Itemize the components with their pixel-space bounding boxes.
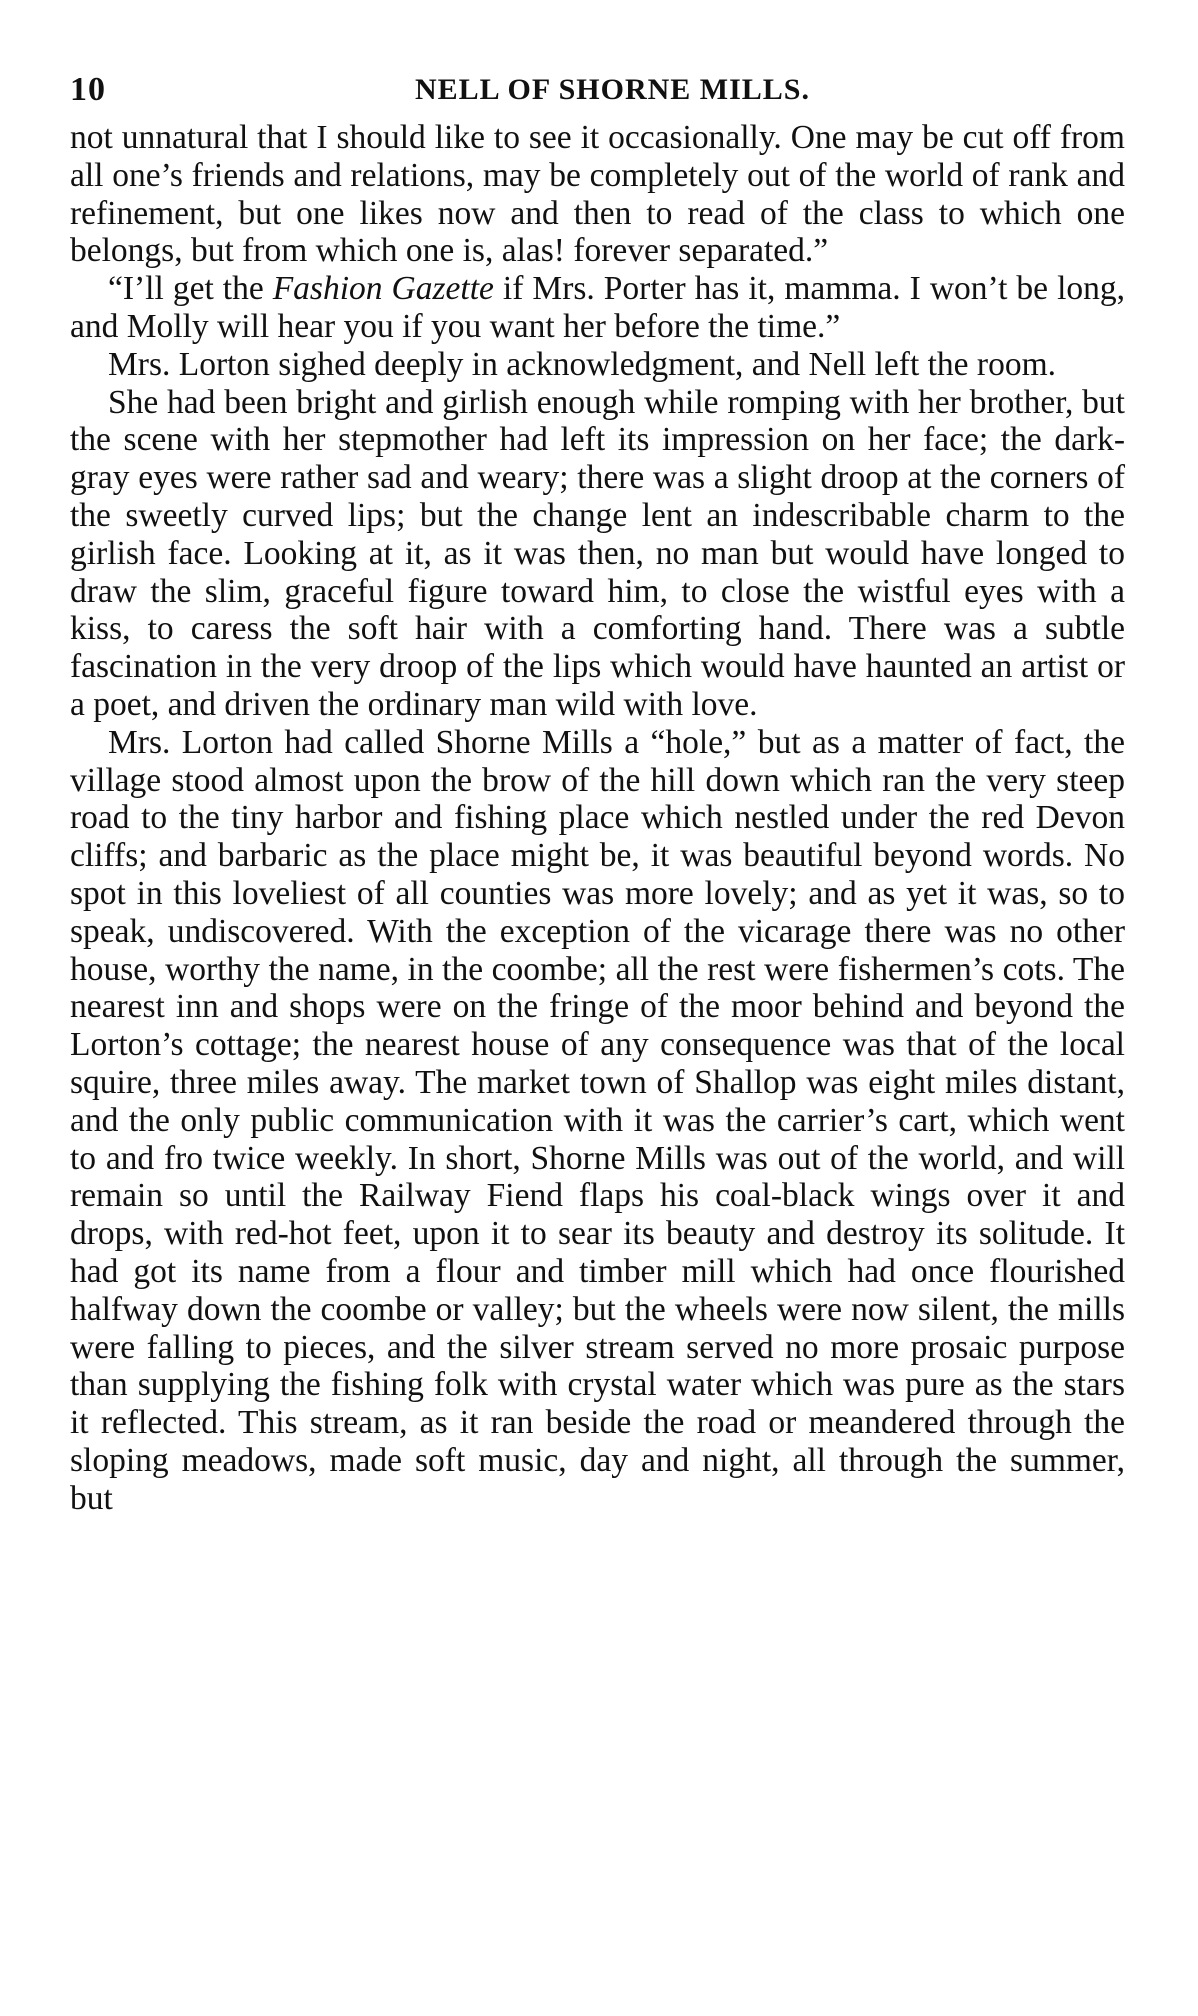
book-page — [70, 70, 1125, 1517]
paragraph-mrs-lorton-sighed: Mrs. Lorton sighed deeply in acknowledgment, and Nell left the room. — [108, 345, 1057, 383]
paragraph-nell-reply — [70, 270, 1125, 346]
magazine-title: Fashion Gazette — [272, 270, 494, 308]
running-head — [70, 70, 1125, 110]
running-title: NELL OF SHORNE MILLS. — [415, 73, 810, 106]
page-number: 10 — [70, 71, 106, 108]
paragraph-text-start: “I’ll get the — [108, 270, 273, 308]
paragraph-continuation: not unnatural that I should like to see it occasionally. One may be cut off from all one’s friends and relations, may be completely out of the world of rank and refinement, but one likes now and then to read of the class to which one belongs, but from which one is, alas! forever separated.” — [70, 119, 1125, 270]
paragraph-shorne-mills-description: Mrs. Lorton had called Shorne Mills a “hole,” but as a matter of fact, the village stood almost upon the brow of the hill down which ran the very steep road to the tiny harbor and fishing place which nestled under the red Devon cliffs; and barbaric as the place might be, it was beautiful beyond words. No spot in this loveliest of all counties was more lovely; and as yet it was, so to speak, undiscovered. With the exception of the vicarage there was no other house, worthy the name, in the coombe; all the rest were fishermen’s cots. The nearest inn and shops were on the fringe of the moor behind and beyond the Lorton’s cottage; the nearest house of any consequence was that of the local squire, three miles away. The market town of Shallop was eight miles distant, and the only public communication with it was the carrier’s cart, which went to and fro twice weekly. In short, Shorne Mills was out of the world, and will remain so until the Railway Fiend flaps his coal-black wings over it and drops, with red-hot feet, upon it to sear its beauty and destroy its solitude. It had got its name from a flour and timber mill which had once flourished halfway down the coombe or valley; but the wheels were now silent, the mills were falling to pieces, and the silver stream served no more prosaic purpose than supplying the fishing folk with crystal water which was pure as the stars it reflected. This stream, as it ran beside the road or meandered through the sloping meadows, made soft music, day and night, all through the summer, but — [70, 723, 1125, 1517]
body-text — [70, 119, 1125, 1517]
paragraph-nell-description: She had been bright and girlish enough while romping with her brother, but the scene with her stepmother had left its impression on her face; the dark-gray eyes were rather sad and weary; there was a slight droop at the corners of the sweetly curved lips; but the change lent an indescribable charm to the girlish face. Looking at it, as it was then, no man but would have longed to draw the slim, graceful figure toward him, to close the wistful eyes with a kiss, to caress the soft hair with a comforting hand. There was a subtle fascination in the very droop of the lips which would have haunted an artist or a poet, and driven the ordinary man wild with love. — [70, 383, 1125, 723]
paragraph-text-end: if Mrs. Porter has it, mamma. I won’t be long, and Molly will hear you if you want her before the time.” — [70, 270, 1125, 345]
